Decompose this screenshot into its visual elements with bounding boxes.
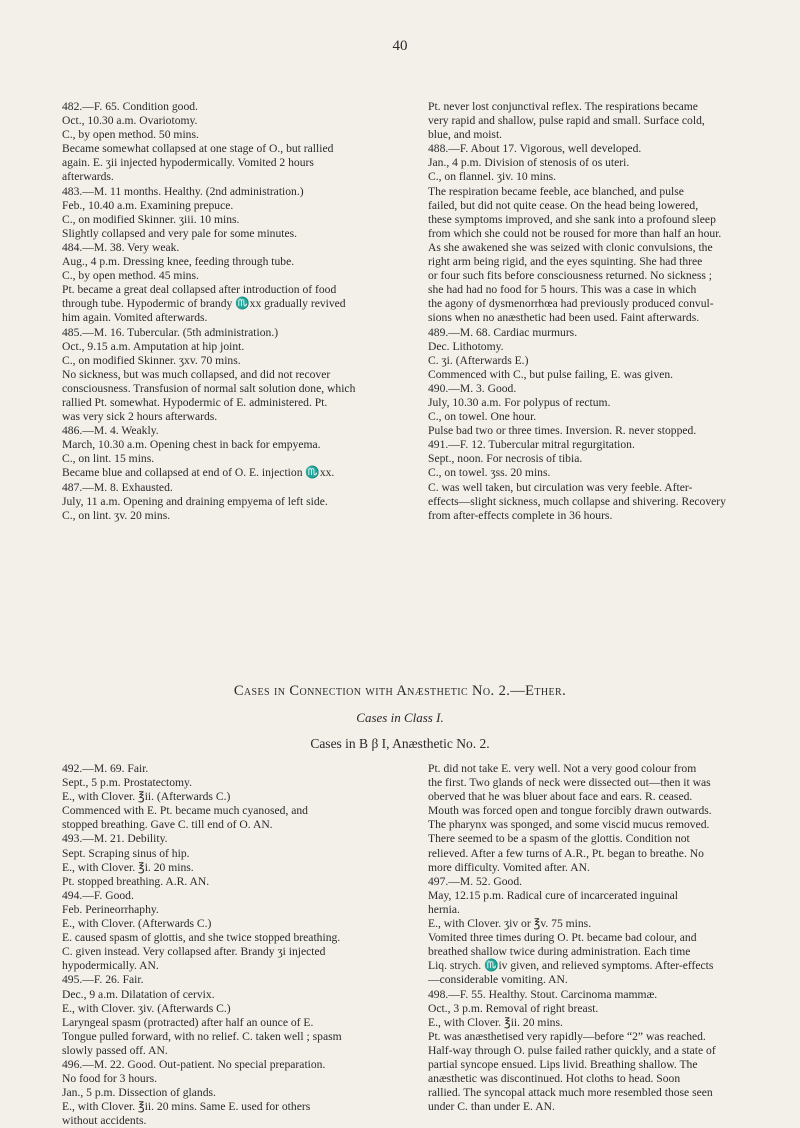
entry-line: the first. Two glands of neck were dissected out—then it was: [428, 776, 711, 790]
entry-line: C., on lint. 15 mins.: [62, 452, 155, 466]
entry-line: Laryngeal spasm (protracted) after half an ounce of E.: [62, 1015, 314, 1029]
entry-line: hernia.: [428, 902, 460, 916]
entry-line: 483.—M. 11 months. Healthy. (2nd administration.): [62, 184, 304, 198]
entry-line: Pt. stopped breathing. A.R. AN.: [62, 874, 210, 888]
entry-line: Tongue pulled forward, with no relief. C. taken well ; spasm: [62, 1029, 342, 1043]
entry-line: anæsthetic was discontinued. Hot cloths to head. Soon: [428, 1072, 681, 1086]
entry-line: Mouth was forced open and tongue forcibly drawn outwards.: [428, 804, 712, 818]
page-number: 40: [392, 38, 408, 54]
entry-line: slowly passed off. AN.: [62, 1043, 168, 1057]
entry-line: Sept. Scraping sinus of hip.: [62, 846, 190, 860]
entry-line: Sept., 5 p.m. Prostatectomy.: [62, 776, 192, 790]
entry-line: C. ʒi. (Afterwards E.): [428, 353, 529, 367]
entry-line: was very sick 2 hours afterwards.: [62, 410, 218, 424]
entry-line: E., with Clover. ʒiv. (Afterwards C.): [62, 1001, 231, 1015]
case-entry: [62, 889, 402, 974]
entry-line: Dec., 9 a.m. Dilatation of cervix.: [62, 987, 215, 1001]
entry-line: C., by open method. 50 mins.: [62, 128, 199, 142]
case-entry: [62, 185, 402, 241]
entry-line: May, 12.15 p.m. Radical cure of incarcerated inguinal: [428, 888, 679, 902]
entry-line: —considerable vomiting. AN.: [428, 973, 568, 987]
entry-line: Pt. was anæsthetised very rapidly—before “2” was reached.: [428, 1029, 706, 1043]
entry-line: 493.—M. 21. Debility.: [62, 832, 168, 846]
case-entry: [428, 762, 766, 875]
entry-line: C., on towel. One hour.: [428, 410, 537, 424]
entry-line: C., by open method. 45 mins.: [62, 269, 199, 283]
entry-line: 496.—M. 22. Good. Out-patient. No special preparation.: [62, 1057, 326, 1071]
case-entry: [428, 326, 766, 382]
entry-line: 489.—M. 68. Cardiac murmurs.: [428, 325, 578, 339]
entry-line: Pt. never lost conjunctival reflex. The respirations became: [428, 100, 698, 113]
entry-line: Pt. became a great deal collapsed after introduction of food: [62, 283, 337, 297]
entry-line: relieved. After a few turns of A.R., Pt. began to breathe. No: [428, 846, 704, 860]
entry-line: Sept., noon. For necrosis of tibia.: [428, 452, 583, 466]
entry-line: C., on towel. ʒss. 20 mins.: [428, 466, 551, 480]
entry-line: without accidents.: [62, 1114, 147, 1128]
entry-line: E. caused spasm of glottis, and she twice stopped breathing.: [62, 931, 341, 945]
entry-line: failed, but did not quite cease. On the head being lowered,: [428, 198, 699, 212]
entry-line: Became blue and collapsed at end of O. E. injection ♏xx.: [62, 466, 335, 480]
entry-line: more difficulty. Vomited after. AN.: [428, 860, 590, 874]
case-entry: [62, 424, 402, 480]
entry-line: from which she could not be roused for more than half an hour.: [428, 226, 722, 240]
entry-line: July, 11 a.m. Opening and draining empyema of left side.: [62, 494, 328, 508]
entry-line: sions when no anæsthetic had been used. Faint afterwards.: [428, 311, 700, 325]
entry-line: 497.—M. 52. Good.: [428, 874, 523, 888]
case-entry: [428, 142, 766, 325]
entry-line: Commenced with C., but pulse failing, E. was given.: [428, 367, 674, 381]
entry-line: Jan., 4 p.m. Division of stenosis of os uteri.: [428, 156, 630, 170]
case-entry: [428, 988, 766, 1115]
entry-line: oberved that he was bluer about face and ears. R. ceased.: [428, 790, 693, 804]
entry-line: rallied. The syncopal attack much more resembled those seen: [428, 1086, 713, 1100]
entry-line: 485.—M. 16. Tubercular. (5th administration.): [62, 325, 279, 339]
case-entry: [428, 875, 766, 988]
entry-line: C., on lint. ʒv. 20 mins.: [62, 508, 171, 522]
case-entry: [428, 438, 766, 523]
case-entry: [62, 326, 402, 425]
entry-line: rallied Pt. somewhat. Hypodermic of E. administered. Pt.: [62, 395, 328, 409]
entry-line: partial syncope ensued. Lips livid. Breathing shallow. The: [428, 1057, 698, 1071]
entry-line: July, 10.30 a.m. For polypus of rectum.: [428, 395, 611, 409]
entry-line: 484.—M. 38. Very weak.: [62, 240, 180, 254]
entry-line: C., on modified Skinner. ʒiii. 10 mins.: [62, 212, 240, 226]
entry-line: Oct., 3 p.m. Removal of right breast.: [428, 1001, 599, 1015]
entry-line: hypodermically. AN.: [62, 959, 159, 973]
entry-line: consciousness. Transfusion of normal salt solution done, which: [62, 381, 356, 395]
entry-line: Oct., 9.15 a.m. Amputation at hip joint.: [62, 339, 245, 353]
entry-line: from after-effects complete in 36 hours.: [428, 508, 613, 522]
entry-line: E., with Clover. (Afterwards C.): [62, 917, 212, 931]
entry-line: E., with Clover. ℥ii. (Afterwards C.): [62, 790, 231, 804]
entry-line: 488.—F. About 17. Vigorous, well developed.: [428, 142, 642, 156]
entry-line: 486.—M. 4. Weakly.: [62, 424, 159, 438]
entry-line: effects—slight sickness, much collapse and shivering. Recovery: [428, 494, 726, 508]
entry-line: Pt. did not take E. very well. Not a very good colour from: [428, 762, 697, 775]
entry-line: 494.—F. Good.: [62, 888, 134, 902]
section-heading: Cases in Connection with Anæsthetic No. 2.—Ether.: [233, 683, 567, 699]
entry-line: Commenced with E. Pt. became much cyanosed, and: [62, 804, 308, 818]
entry-line: Dec. Lithotomy.: [428, 339, 504, 353]
case-entry: [62, 241, 402, 326]
case-entry: [62, 832, 402, 888]
case-entry: [428, 100, 766, 142]
entry-line: 490.—M. 3. Good.: [428, 381, 517, 395]
entry-line: Jan., 5 p.m. Dissection of glands.: [62, 1086, 216, 1100]
entry-line: she had had no food for 5 hours. This was a case in which: [428, 283, 697, 297]
entry-line: Vomited three times during O. Pt. became bad colour, and: [428, 931, 697, 945]
entry-line: C., on modified Skinner. ʒxv. 70 mins.: [62, 353, 241, 367]
entry-line: again. E. ʒii injected hypodermically. Vomited 2 hours: [62, 156, 314, 170]
entry-line: right arm being rigid, and the eyes squinting. She had three: [428, 255, 703, 269]
entry-line: Aug., 4 p.m. Dressing knee, feeding through tube.: [62, 255, 295, 269]
entry-line: Slightly collapsed and very pale for some minutes.: [62, 226, 298, 240]
entry-line: E., with Clover. ℥ii. 20 mins. Same E. used for others: [62, 1100, 311, 1114]
entry-line: 498.—F. 55. Healthy. Stout. Carcinoma mammæ.: [428, 987, 658, 1001]
entry-line: afterwards.: [62, 170, 114, 184]
bottom-right-column: [428, 762, 766, 1114]
case-entry: [62, 973, 402, 1058]
entry-line: 487.—M. 8. Exhausted.: [62, 480, 173, 494]
entry-line: Oct., 10.30 a.m. Ovariotomy.: [62, 114, 198, 128]
entry-line: C., on flannel. ʒiv. 10 mins.: [428, 170, 557, 184]
entry-line: Feb. Perineorrhaphy.: [62, 902, 159, 916]
entry-line: very rapid and shallow, pulse rapid and small. Surface cold,: [428, 114, 705, 128]
entry-line: The respiration became feeble, ace blanched, and pulse: [428, 184, 684, 198]
entry-line: these symptoms improved, and she sank into a profound sleep: [428, 212, 716, 226]
case-entry: [62, 1058, 402, 1128]
class-heading: Cases in Class I.: [356, 710, 444, 725]
case-entry: [62, 762, 402, 832]
entry-line: blue, and moist.: [428, 128, 503, 142]
case-entry: [62, 481, 402, 523]
entry-line: 491.—F. 12. Tubercular mitral regurgitation.: [428, 438, 635, 452]
entry-line: No food for 3 hours.: [62, 1072, 157, 1086]
case-entry: [428, 382, 766, 438]
entry-line: E., with Clover. ℥ii. 20 mins.: [428, 1015, 563, 1029]
entry-line: There seemed to be a spasm of the glottis. Condition not: [428, 832, 690, 846]
entry-line: breathed shallow twice during administration. Each time: [428, 945, 691, 959]
entry-line: 482.—F. 65. Condition good.: [62, 100, 198, 113]
entry-line: Became somewhat collapsed at one stage of O., but rallied: [62, 142, 334, 156]
entry-line: No sickness, but was much collapsed, and did not recover: [62, 367, 331, 381]
sub-heading: Cases in B β I, Anæsthetic No. 2.: [310, 736, 490, 751]
entry-line: Pulse bad two or three times. Inversion. R. never stopped.: [428, 424, 697, 438]
entry-line: C. given instead. Very collapsed after. Brandy ʒi injected: [62, 945, 326, 959]
case-entry: [62, 100, 402, 185]
entry-line: Liq. strych. ♏iv given, and relieved symptoms. After-effects: [428, 959, 714, 973]
entry-line: E., with Clover. ʒiv or ℥v. 75 mins.: [428, 917, 592, 931]
entry-line: C. was well taken, but circulation was very feeble. After-: [428, 480, 693, 494]
entry-line: under C. than under E. AN.: [428, 1100, 555, 1114]
entry-line: 492.—M. 69. Fair.: [62, 762, 149, 775]
top-right-column: [428, 100, 766, 523]
entry-line: March, 10.30 a.m. Opening chest in back for empyema.: [62, 438, 321, 452]
entry-line: or four such fits before consciousness returned. No sickness ;: [428, 269, 712, 283]
entry-line: Feb., 10.40 a.m. Examining prepuce.: [62, 198, 234, 212]
entry-line: through tube. Hypodermic of brandy ♏xx gradually revived: [62, 297, 346, 311]
entry-line: As she awakened she was seized with clonic convulsions, the: [428, 240, 713, 254]
bottom-left-column: [62, 762, 402, 1128]
entry-line: the agony of dysmenorrhœa had previously produced convul-: [428, 297, 714, 311]
entry-line: Half-way through O. pulse failed rather quickly, and a state of: [428, 1043, 716, 1057]
entry-line: The pharynx was sponged, and some viscid mucus removed.: [428, 818, 710, 832]
entry-line: 495.—F. 26. Fair.: [62, 973, 144, 987]
entry-line: stopped breathing. Gave C. till end of O. AN.: [62, 818, 273, 832]
top-left-column: [62, 100, 402, 523]
entry-line: him again. Vomited afterwards.: [62, 311, 208, 325]
entry-line: E., with Clover. ℥i. 20 mins.: [62, 860, 194, 874]
